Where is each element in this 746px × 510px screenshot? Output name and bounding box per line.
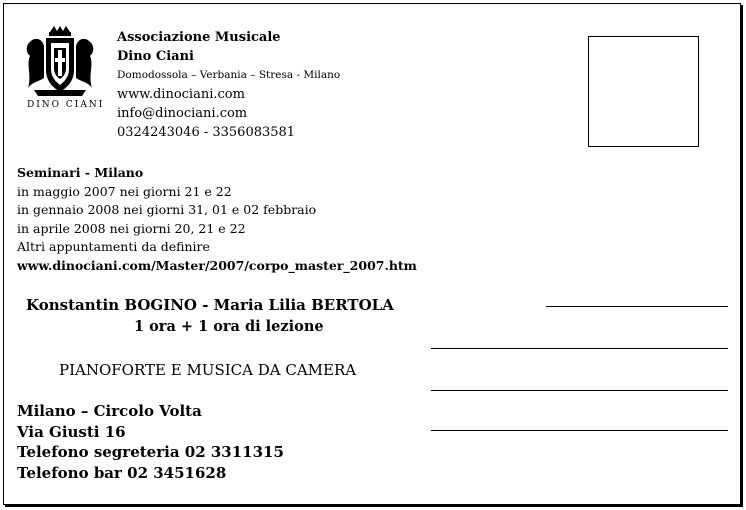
postcard <box>3 3 741 505</box>
seminars-block <box>17 164 417 276</box>
org-email: info@dinociani.com <box>117 106 248 121</box>
org-name-line2: Dino Ciani <box>117 49 194 64</box>
subject-line: PIANOFORTE E MUSICA DA CAMERA <box>59 361 357 379</box>
seminars-url: www.dinociani.com/Master/2007/corpo_master_2007.htm <box>17 257 417 273</box>
address-line <box>431 390 728 391</box>
teachers-line: Konstantin BOGINO - Maria Lilia BERTOLA <box>26 296 394 314</box>
address-line <box>546 306 728 307</box>
stamp-box <box>588 36 699 147</box>
seminar-date: in aprile 2008 nei giorni 20, 21 e 22 <box>17 220 246 236</box>
org-phone: 0324243046 - 3356083581 <box>117 125 296 140</box>
venue-phone-bar: Telefono bar 02 3451628 <box>17 463 227 482</box>
logo-label: DINO CIANI <box>27 100 105 110</box>
seminars-heading: Seminari - Milano <box>17 165 144 180</box>
seminar-date: in maggio 2007 nei giorni 21 e 22 <box>17 183 232 199</box>
venue-phone-office: Telefono segreteria 02 3311315 <box>17 443 284 461</box>
org-name-line1: Associazione Musicale <box>117 30 281 45</box>
seminar-date: in gennaio 2008 nei giorni 31, 01 e 02 febbraio <box>17 202 317 218</box>
address-line <box>431 348 728 349</box>
venue-block <box>17 401 284 483</box>
org-locations: Domodossola – Verbania – Stresa - Milano <box>117 69 341 81</box>
organization-block <box>117 28 340 142</box>
address-line <box>431 430 728 431</box>
org-website: www.dinociani.com <box>117 87 245 102</box>
seminars-other: Altri appuntamenti da definire <box>17 239 210 255</box>
venue-street: Via Giusti 16 <box>17 422 126 441</box>
lesson-line: 1 ora + 1 ora di lezione <box>134 318 324 335</box>
venue-city: Milano – Circolo Volta <box>17 402 202 420</box>
